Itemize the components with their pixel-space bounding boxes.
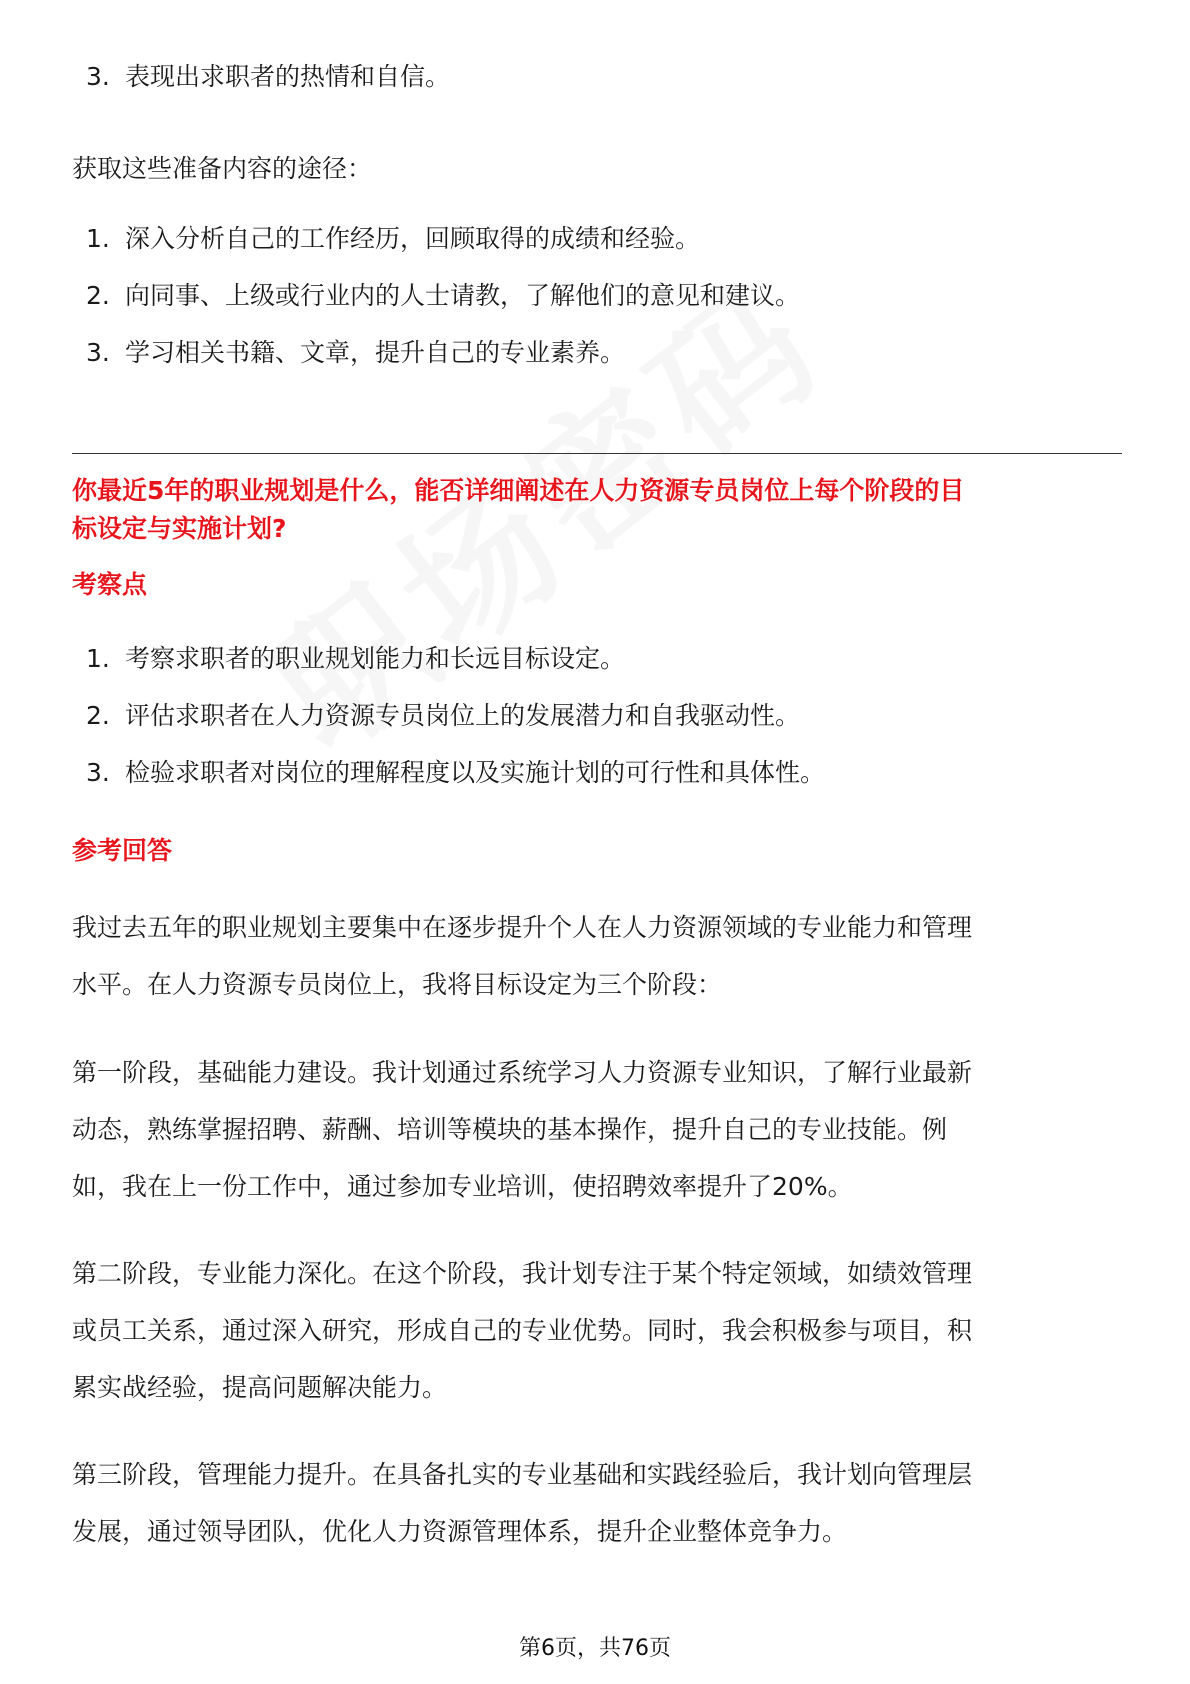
answer-paragraph bbox=[72, 1044, 1122, 1215]
paragraph-line: 第二阶段，专业能力深化。在这个阶段，我计划专注于某个特定领域，如绩效管理 bbox=[72, 1259, 973, 1288]
exam-points-list bbox=[72, 642, 1122, 813]
list-text: 检验求职者对岗位的理解程度以及实施计划的可行性和具体性。 bbox=[125, 758, 826, 787]
paragraph-line: 如，我在上一份工作中，通过参加专业培训，使招聘效率提升了20%。 bbox=[72, 1172, 853, 1201]
list-number: 3. bbox=[86, 758, 110, 787]
exam-points-title: 考察点 bbox=[72, 570, 148, 599]
list-item bbox=[72, 222, 1122, 256]
answer-paragraph bbox=[72, 899, 1122, 1013]
paragraph-line: 发展，通过领导团队，优化人力资源管理体系，提升企业整体竞争力。 bbox=[72, 1517, 848, 1546]
paragraph-line: 水平。在人力资源专员岗位上，我将目标设定为三个阶段： bbox=[72, 970, 723, 999]
paragraph-line: 第一阶段，基础能力建设。我计划通过系统学习人力资源专业知识，了解行业最新 bbox=[72, 1058, 973, 1087]
list-number: 3. bbox=[86, 338, 110, 367]
list-text: 评估求职者在人力资源专员岗位上的发展潜力和自我驱动性。 bbox=[125, 701, 801, 730]
list-number: 3. bbox=[86, 62, 110, 91]
list-item bbox=[72, 756, 1122, 790]
paragraph-line: 或员工关系，通过深入研究，形成自己的专业优势。同时，我会积极参与项目，积 bbox=[72, 1316, 973, 1345]
question-heading bbox=[72, 472, 1122, 548]
list-number: 1. bbox=[86, 224, 110, 253]
answer-paragraph bbox=[72, 1446, 1122, 1560]
list-item bbox=[72, 336, 1122, 370]
paragraph-line: 动态，熟练掌握招聘、薪酬、培训等模块的基本操作，提升自己的专业技能。例 bbox=[72, 1115, 948, 1144]
answer-paragraph bbox=[72, 1245, 1122, 1416]
list-number: 2. bbox=[86, 281, 110, 310]
sources-list bbox=[72, 222, 1122, 393]
sources-intro: 获取这些准备内容的途径： bbox=[72, 154, 373, 183]
list-text: 表现出求职者的热情和自信。 bbox=[125, 62, 451, 91]
list-text: 向同事、上级或行业内的人士请教，了解他们的意见和建议。 bbox=[125, 281, 801, 310]
top-list bbox=[72, 60, 1122, 117]
list-text: 考察求职者的职业规划能力和长远目标设定。 bbox=[125, 644, 626, 673]
page-footer: 第6页，共76页 bbox=[519, 1636, 671, 1661]
list-text: 深入分析自己的工作经历，回顾取得的成绩和经验。 bbox=[125, 224, 701, 253]
list-item bbox=[72, 699, 1122, 733]
list-text: 学习相关书籍、文章，提升自己的专业素养。 bbox=[125, 338, 626, 367]
list-number: 2. bbox=[86, 701, 110, 730]
list-item bbox=[72, 60, 1122, 94]
answer-title: 参考回答 bbox=[72, 836, 173, 865]
paragraph-line: 累实战经验，提高问题解决能力。 bbox=[72, 1373, 448, 1402]
list-number: 1. bbox=[86, 644, 110, 673]
paragraph-line: 第三阶段，管理能力提升。在具备扎实的专业基础和实践经验后，我计划向管理层 bbox=[72, 1460, 973, 1489]
section-divider bbox=[72, 453, 1122, 454]
question-line: 标设定与实施计划? bbox=[72, 514, 287, 543]
question-line: 你最近5年的职业规划是什么，能否详细阐述在人力资源专员岗位上每个阶段的目 bbox=[72, 476, 965, 505]
list-item bbox=[72, 642, 1122, 676]
paragraph-line: 我过去五年的职业规划主要集中在逐步提升个人在人力资源领域的专业能力和管理 bbox=[72, 913, 973, 942]
list-item bbox=[72, 279, 1122, 313]
